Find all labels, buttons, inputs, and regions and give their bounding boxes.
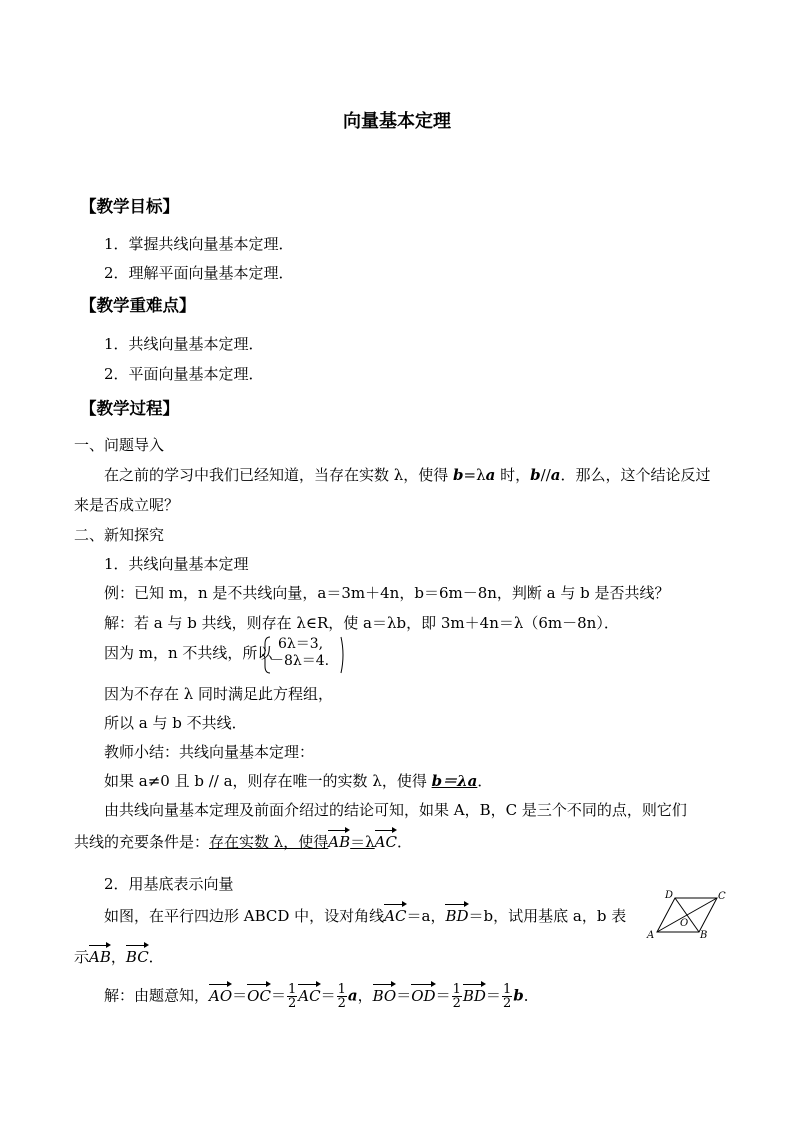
fraction-half	[287, 983, 297, 1010]
frac-den: 2	[502, 996, 512, 1011]
collinear-line1: 由共线向量基本定理及前面介绍过的结论可知，如果 A，B，C 是三个不同的点，则它们	[104, 801, 687, 819]
theorem-prefix: 如果 a≠0 且 b // a，则存在唯一的实数 λ，使得	[104, 772, 432, 790]
comma: ，	[357, 986, 373, 1005]
equals: ＝	[485, 986, 501, 1005]
vector-AB: AB	[89, 948, 111, 966]
vector-AC: AC	[374, 833, 397, 851]
equation-system	[270, 636, 329, 670]
frac-den: 2	[287, 996, 297, 1011]
problem-line1	[104, 905, 626, 926]
vector-BC: BC	[125, 948, 149, 966]
vector-b: b	[453, 466, 464, 484]
part1-eq: =λ	[463, 466, 486, 484]
fraction-half	[452, 983, 462, 1010]
fraction-half	[337, 983, 347, 1010]
problem-line2-prefix: 示	[74, 948, 90, 966]
vector-b: b	[513, 986, 524, 1005]
no-lambda-text: 因为不存在 λ 同时满足此方程组，	[104, 685, 334, 703]
problem-text-c: ＝b，试用基底 a，b 表	[468, 907, 627, 925]
problem-line2	[74, 946, 164, 967]
goals-heading: 【教学目标】	[80, 197, 179, 216]
goal-item-1: 1．掌握共线向量基本定理．	[104, 235, 294, 253]
part1-text-b: 时，	[495, 466, 531, 484]
key-point-item-2: 2．平面向量基本定理．	[104, 365, 264, 383]
parallel-sign: //	[540, 466, 551, 484]
sub1-title: 1．共线向量基本定理	[104, 555, 249, 573]
collinear-prefix: 共线的充要条件是：	[74, 833, 210, 851]
equals: ＝	[396, 986, 412, 1005]
system-line-1: 6λ＝3,	[278, 636, 324, 652]
period: ．	[148, 948, 164, 966]
problem-text-b: ＝a，	[406, 907, 446, 925]
vector-AC: AC	[298, 986, 321, 1005]
sol2-prefix: 解：由题意知，	[104, 986, 210, 1005]
frac-num: 1	[337, 982, 346, 997]
equals: ＝	[232, 986, 248, 1005]
goal-item-2: 2．理解平面向量基本定理．	[104, 264, 294, 282]
vector-BD: BD	[445, 907, 469, 925]
process-heading: 【教学过程】	[80, 399, 179, 418]
so-not-collinear-text: 所以 a 与 b 不共线．	[104, 714, 247, 732]
right-paren-icon	[340, 636, 346, 674]
part1-text-c: ．那么，这个结论反过	[560, 466, 711, 484]
theorem-end: ．	[477, 772, 493, 790]
solution2-line	[104, 983, 539, 1010]
example-text: 例：已知 m，n 是不共线向量，a＝3m＋4n，b＝6m－8n，判断 a 与 b 是否共线？	[104, 584, 670, 602]
comma: ，	[110, 948, 126, 966]
teacher-summary: 教师小结：共线向量基本定理：	[104, 743, 315, 761]
vector-b: b	[530, 466, 541, 484]
period: ．	[523, 986, 539, 1005]
frac-den: 2	[337, 996, 346, 1011]
eq-lambda: ＝λ	[350, 833, 375, 851]
vector-a: a	[347, 986, 358, 1005]
key-points-heading: 【教学重难点】	[80, 296, 196, 315]
page-title: 向量基本定理	[343, 111, 451, 132]
vector-a: a	[550, 466, 561, 484]
theorem-equation: b＝λa	[431, 772, 478, 790]
vertex-C-label: C	[718, 891, 726, 902]
collinear-cond-text: 存在实数 λ，使得	[209, 833, 329, 851]
parallelogram-figure	[645, 888, 730, 940]
part1-title: 一、问题导入	[74, 436, 165, 454]
frac-num: 1	[502, 982, 512, 997]
part2-title: 二、新知探究	[74, 526, 165, 544]
vertex-B-label: B	[700, 930, 708, 940]
vector-AC: AC	[384, 907, 407, 925]
vector-BO: BO	[372, 986, 397, 1005]
center-O-label: O	[680, 918, 689, 929]
frac-num: 1	[452, 982, 461, 997]
equals: ＝	[435, 986, 451, 1005]
vector-a: a	[485, 466, 496, 484]
frac-num: 1	[287, 982, 297, 997]
key-point-item-1: 1．共线向量基本定理．	[104, 335, 264, 353]
equals: ＝	[270, 986, 286, 1005]
vector-AO: AO	[209, 986, 233, 1005]
because-text: 因为 m，n 不共线，所以	[104, 644, 273, 662]
problem-text-a: 如图，在平行四边形 ABCD 中，设对角线	[104, 907, 385, 925]
system-line-2: －8λ＝4.	[270, 653, 330, 669]
frac-den: 2	[452, 996, 461, 1011]
sub2-title: 2．用基底表示向量	[104, 875, 234, 893]
fraction-half	[502, 983, 512, 1010]
vertex-A-label: A	[647, 930, 655, 940]
collinear-end: ．	[396, 833, 412, 851]
vector-BD: BD	[462, 986, 486, 1005]
theorem-line	[104, 770, 492, 791]
part1-paragraph-line1	[104, 464, 711, 485]
collinear-line2	[74, 831, 412, 852]
vector-AB: AB	[328, 833, 351, 851]
equals: ＝	[320, 986, 336, 1005]
left-brace-icon	[262, 636, 272, 674]
solution-text: 解：若 a 与 b 共线，则存在 λ∈R，使 a＝λb，即 3m＋4n＝λ（6m－8n）．	[104, 614, 619, 632]
vector-OD: OD	[411, 986, 436, 1005]
vertex-D-label: D	[665, 890, 674, 901]
part1-paragraph-line2: 来是否成立呢？	[74, 496, 180, 514]
collinear-condition	[209, 833, 397, 851]
vector-OC: OC	[247, 986, 271, 1005]
part1-text-a: 在之前的学习中我们已经知道，当存在实数 λ，使得	[104, 466, 454, 484]
